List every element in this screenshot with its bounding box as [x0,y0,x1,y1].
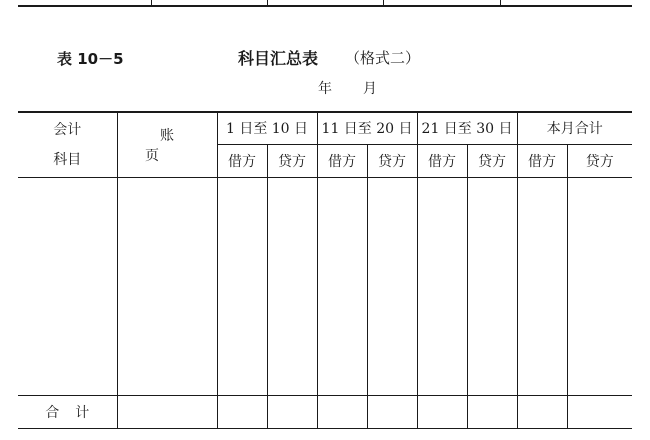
body-cell [117,177,217,395]
previous-table-column-line [500,0,501,5]
total-cell [317,395,367,428]
date-year-label: 年 [318,81,332,97]
previous-table-column-line [151,0,152,5]
total-cell [267,395,317,428]
header-credit: 贷方 [367,144,417,177]
header-debit: 借方 [317,144,367,177]
body-cell [467,177,517,395]
header-period-3: 21 日至 30 日 [417,112,517,144]
date-month-label: 月 [362,81,377,97]
header-credit: 贷方 [467,144,517,177]
body-cell [317,177,367,395]
total-label-cell [18,395,117,428]
previous-table-column-line [383,0,384,5]
table-number: 表 10－5 [57,50,124,68]
total-cell [517,395,567,428]
previous-table-bottom-edge [18,0,632,7]
header-credit: 贷方 [567,144,632,177]
header-period-2: 11 日至 20 日 [317,112,417,144]
previous-table-column-line [267,0,268,5]
header-ledger-page [117,112,217,177]
total-cell [567,395,632,428]
date-line [318,78,377,98]
body-cell [267,177,317,395]
header-debit: 借方 [217,144,267,177]
header-debit: 借方 [417,144,467,177]
header-credit: 贷方 [267,144,317,177]
total-cell [367,395,417,428]
body-cell [367,177,417,395]
total-cell [467,395,517,428]
total-cell [117,395,217,428]
header-account-subject-line2: 科目 [53,151,82,168]
table-body-row [18,177,632,395]
header-month-total: 本月合计 [517,112,632,144]
total-cell [217,395,267,428]
table-title-format: （格式二） [345,49,421,67]
body-cell [18,177,117,395]
body-cell [217,177,267,395]
total-row [18,395,632,428]
header-account-subject-line1: 会计 [53,121,82,138]
header-account-subject [18,112,117,177]
account-summary-table [18,111,632,429]
body-cell [567,177,632,395]
total-label: 合计 [45,404,106,421]
body-cell [417,177,467,395]
header-ledger-page-label: 账页 [145,127,204,164]
header-period-1: 1 日至 10 日 [217,112,317,144]
body-cell [517,177,567,395]
table-title: 科目汇总表 [238,49,319,68]
header-debit: 借方 [517,144,567,177]
total-cell [417,395,467,428]
